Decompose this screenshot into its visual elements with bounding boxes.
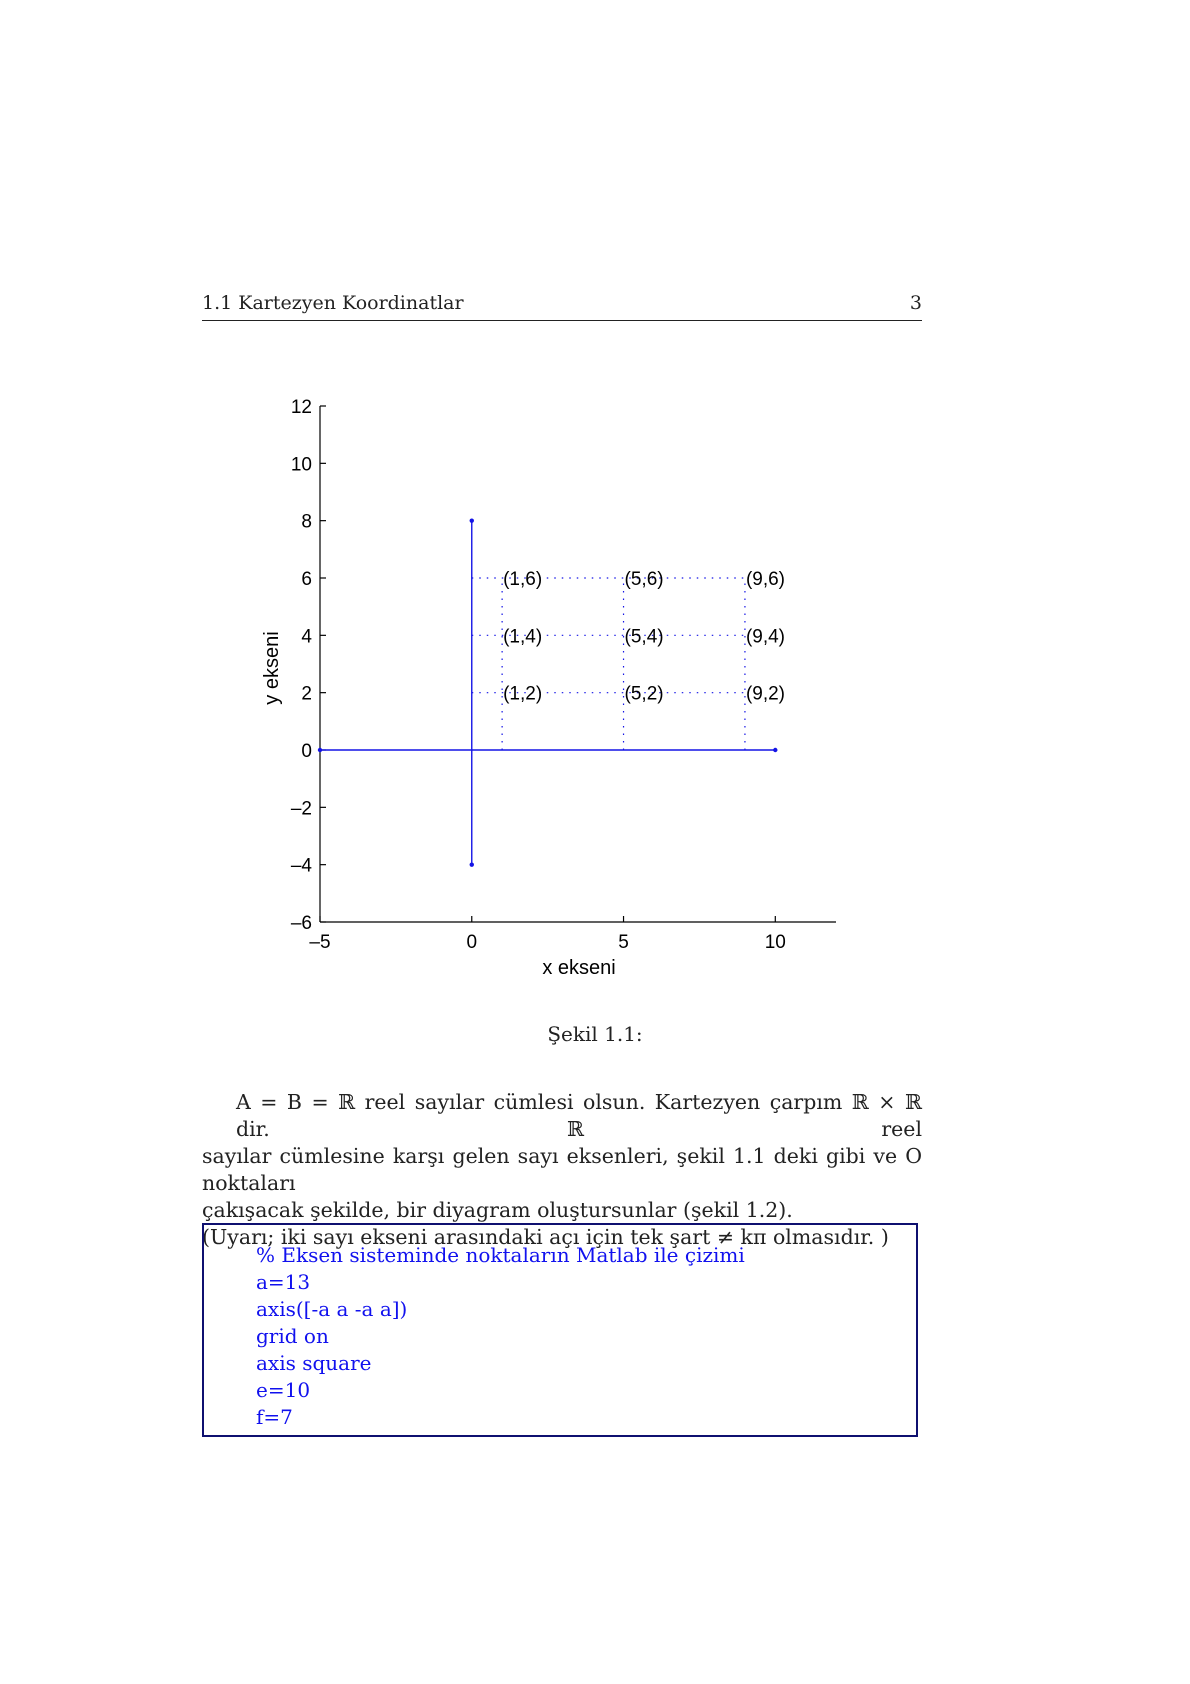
section-title: 1.1 Kartezyen Koordinatlar [202,292,464,314]
figure-caption: Şekil 1.1: [547,1022,643,1046]
point-label: (9,2) [745,683,786,705]
code-line: axis([-a a -a a]) [256,1297,408,1321]
page-number: 3 [909,292,922,314]
point-label: (1,2) [503,683,543,705]
y-axis-label: y ekseni [261,631,283,705]
paragraph-line-3: çakışacak şekilde, bir diyagram oluştursunlar (şekil 1.2). [202,1198,793,1222]
dotted-guides [472,578,745,750]
x-tick-label: 0 [466,932,478,953]
code-line: e=10 [256,1378,311,1402]
point-label: (5,2) [624,683,664,705]
x-tick-label: –5 [309,932,331,953]
x-tick-label: 10 [764,932,786,953]
code-line: axis square [256,1351,372,1375]
endpoint-marker [470,862,474,866]
y-tick-label: 8 [301,511,312,533]
x-axis-label: x ekseni [542,957,616,979]
point-label: (5,6) [624,569,664,590]
code-line: grid on [256,1324,329,1348]
y-tick-label: 0 [301,741,312,762]
endpoint-marker [773,748,777,752]
y-tick-label: –2 [290,798,312,820]
code-line: f=7 [256,1405,293,1429]
endpoint-marker [318,748,322,752]
axes [291,397,836,953]
point-labels [503,569,785,705]
code-line: a=13 [256,1270,311,1294]
point-label: (9,4) [745,626,786,648]
paragraph-line-4: (Uyarı; iki sayı ekseni arasındaki açı için tek şart ≠ kπ olmasıdır. ) [202,1225,889,1249]
point-label: (9,6) [745,569,786,590]
y-tick-label: 6 [301,569,312,590]
y-tick-label: 12 [290,397,312,418]
point-label: (5,4) [624,626,664,648]
point-label: (1,6) [503,569,543,590]
y-tick-label: 4 [301,626,312,648]
matlab-code-box [202,1223,918,1437]
y-tick-label: –4 [290,855,312,877]
point-label: (1,4) [503,626,543,648]
y-tick-label: 10 [290,454,312,476]
paragraph-line-1: A = B = ℝ reel sayılar cümlesi olsun. Kartezyen çarpım ℝ × ℝ dir. ℝ reel [236,1090,922,1141]
paragraph-line-2: sayılar cümlesine karşı gelen sayı eksenleri, şekil 1.1 deki gibi ve O noktaları [202,1144,922,1195]
y-tick-label: –6 [290,913,312,934]
endpoint-marker [470,518,474,522]
code-line: % Eksen sisteminde noktaların Matlab ile çizimi [256,1243,745,1267]
y-tick-label: 2 [301,683,312,705]
x-tick-label: 5 [618,932,629,953]
